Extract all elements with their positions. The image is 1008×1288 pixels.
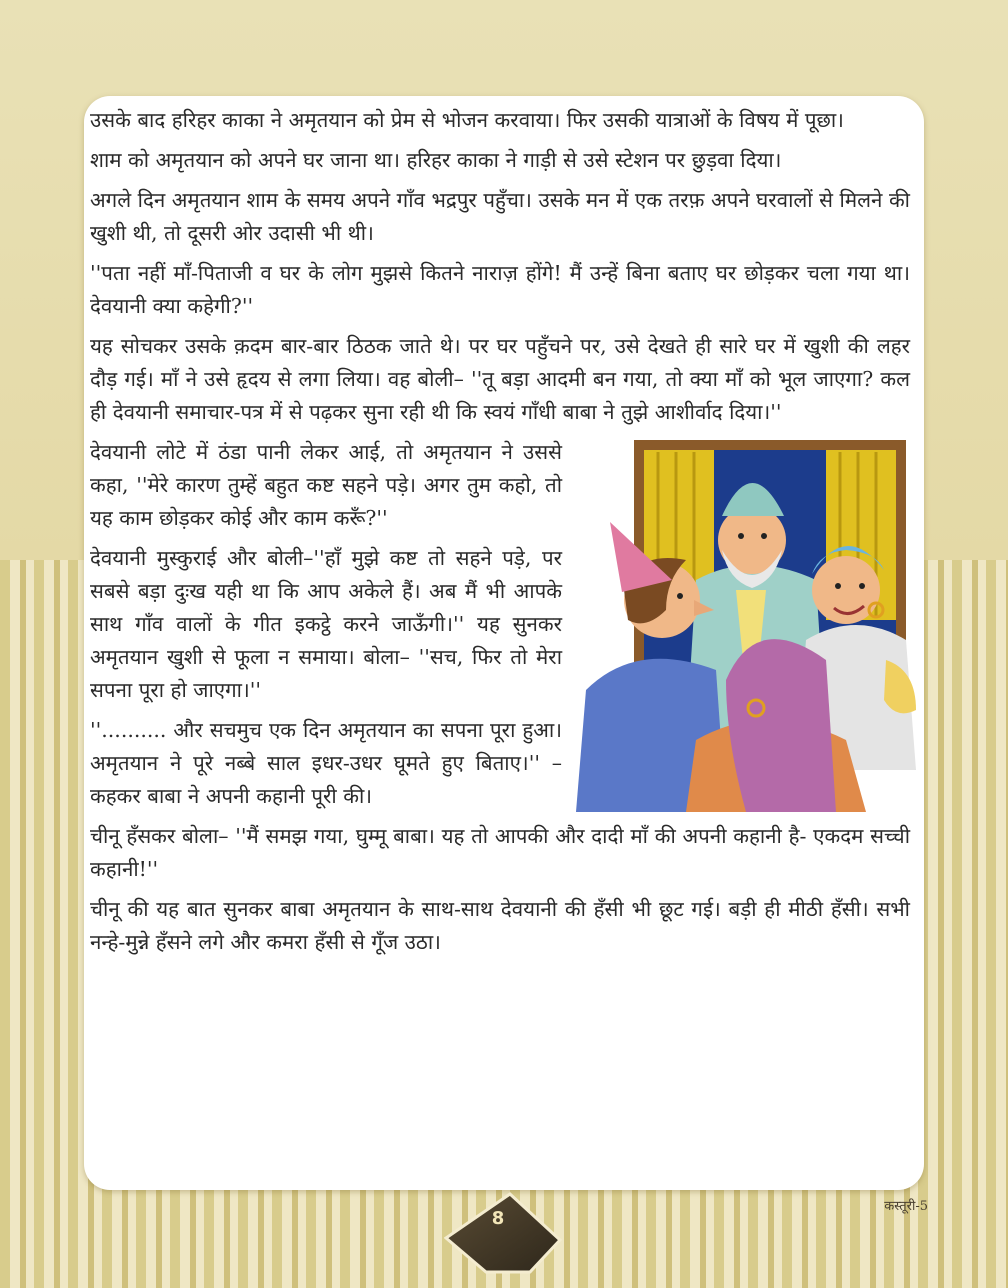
page-number: 8 (491, 1208, 505, 1229)
paragraph: शाम को अमृतयान को अपने घर जाना था। हरिहर काका ने गाड़ी से उसे स्टेशन पर छुड़वा दिया। (90, 148, 782, 172)
paragraph: अगले दिन अमृतयान शाम के समय अपने गाँव भद्रपुर पहुँचा। उसके मन में एक तरफ़ अपने घरवालों से मिलने की खुशी थी, तो दूसरी ओर उदासी भी थी। (90, 188, 910, 245)
text-card (84, 96, 924, 1190)
paragraph: यह सोचकर उसके क़दम बार-बार ठिठक जाते थे। पर घर पहुँचने पर, उसे देखते ही सारे घर में खुशी की लहर दौड़ गई। माँ ने उसे हृदय से लगा लिया। वह बोली– ''तू बड़ा आदमी बन गया, तो क्या माँ को भूल जाएगा? कल ही देवयानी समाचार-पत्र में से पढ़कर सुना रही थी कि स्वयं गाँधी बाबा ने तुझे आशीर्वाद दिया।'' (90, 334, 910, 424)
illustrated-section (90, 436, 910, 813)
story-illustration-icon (576, 440, 924, 812)
paragraph: चीनू की यह बात सुनकर बाबा अमृतयान के साथ-साथ देवयानी की हँसी भी छूट गई। बड़ी ही मीठी हँसी। सभी नन्हे-मुन्ने हँसने लगे और कमरा हँसी से गूँज उठा। (90, 897, 910, 954)
page-tab-icon (444, 1192, 562, 1274)
footer-label: कस्तूरी-5 (884, 1199, 928, 1214)
paragraph: ''पता नहीं माँ-पिताजी व घर के लोग मुझसे कितने नाराज़ होंगे! मैं उन्हें बिना बताए घर छोड़कर चला गया था। देवयानी क्या कहेगी?'' (90, 261, 910, 318)
paragraph: देवयानी मुस्कुराई और बोली–''हाँ मुझे कष्ट तो सहने पड़े, पर सबसे बड़ा दुःख यही था कि आप अकेले हैं। अब मैं भी आपके साथ गाँव वालों के गीत इकट्ठे करने जाऊँगी।'' यह सुनकर अमृतयान खुशी से फूला न समाया। बोला– ''सच, फिर तो मेरा सपना पूरा हो जाएगा।'' (90, 546, 562, 702)
paragraph: देवयानी लोटे में ठंडा पानी लेकर आई, तो अमृतयान ने उससे कहा, ''मेरे कारण तुम्हें बहुत कष्ट सहने पड़े। अगर तुम कहो, तो यह काम छोड़कर कोई और काम करूँ?'' (90, 440, 562, 530)
paragraph: चीनू हँसकर बोला– ''मैं समझ गया, घुम्मू बाबा। यह तो आपकी और दादी माँ की अपनी कहानी है- एकदम सच्ची कहानी!'' (90, 824, 910, 881)
paragraph: उसके बाद हरिहर काका ने अमृतयान को प्रेम से भोजन करवाया। फिर उसकी यात्राओं के विषय में पूछा। (90, 108, 844, 132)
paragraph: ''.......... और सचमुच एक दिन अमृतयान का सपना पूरा हुआ। अमृतयान ने पूरे नब्बे साल इधर-उधर घूमते हुए बिताए।'' – कहकर बाबा ने अपनी कहानी पूरी की। (90, 718, 562, 808)
